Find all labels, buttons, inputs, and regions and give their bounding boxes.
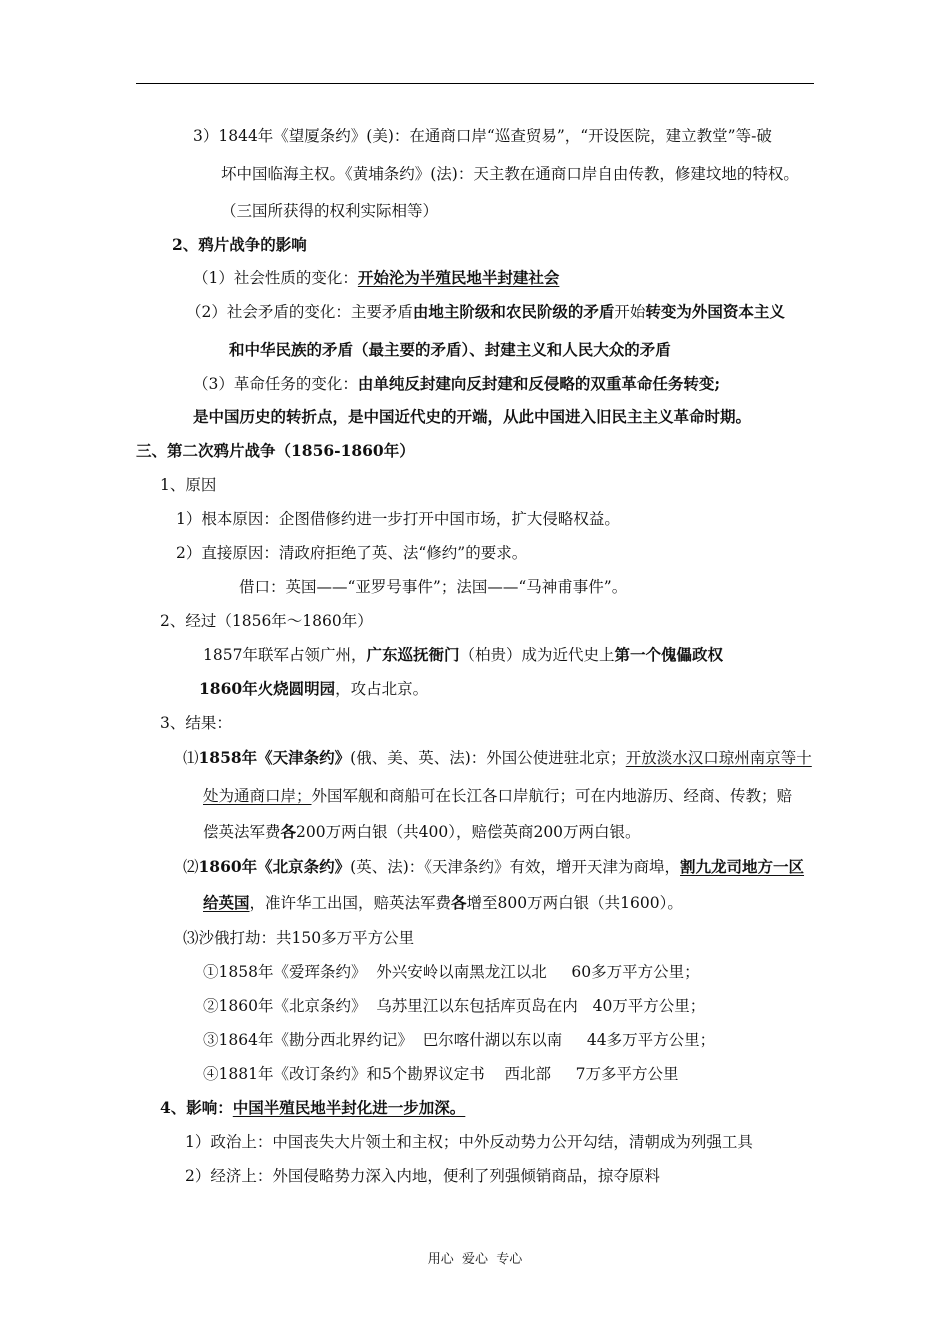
subheading-results: 3、结果： [160,714,232,732]
line-social-nature: （1）社会性质的变化：开始沦为半殖民地半封建社会 [193,268,560,287]
line-russia-seizure: ⑶沙俄打劫：共150多万平方公里 [183,929,415,947]
line-yuanmingyuan: 1860年火烧圆明园，攻占北京。 [199,679,429,698]
line-turning-point: 是中国历史的转折点，是中国近代史的开端，从此中国进入旧民主主义革命时期。 [193,407,752,426]
line-huangpu-treaty: 坏中国临海主权。《黄埔条约》(法)：天主教在通商口岸自由传教，修建坟地的特权。 [221,165,799,183]
line-economic-impact: 2）经济上：外国侵略势力深入内地，便利了列强倾销商品，掠夺原料 [185,1167,660,1185]
line-beijing-treaty-russia: ②1860年《北京条约》 乌苏里江以东包括库页岛在内 40万平方公里； [203,997,706,1015]
line-wangxia-treaty: 3）1844年《望厦条约》(美)：在通商口岸“巡查贸易”，“开设医院，建立教堂”等-破 [193,127,772,145]
subheading-impact: 4、影响：中国半殖民地半封化进一步加深。 [160,1098,466,1117]
line-contradiction-detail: 和中华民族的矛盾（最主要的矛盾）、封建主义和人民大众的矛盾 [229,340,671,359]
line-beijing-treaty: ⑵1860年《北京条约》(英、法)：《天津条约》有效，增开天津为商埠，割九龙司地方一区 [183,857,805,876]
subheading-course: 2、经过（1856年～1860年） [160,612,373,630]
line-political-impact: 1）政治上：中国丧失大片领土和主权；中外反动势力公开勾结，清朝成为列强工具 [185,1133,753,1151]
line-guangzhou-occupation: 1857年联军占领广州，广东巡抚衙门（柏贵）成为近代史上第一个傀儡政权 [203,645,723,664]
line-pretext: 借口：英国——“亚罗号事件”；法国——“马神甫事件”。 [239,578,628,596]
subheading-causes: 1、原因 [160,476,217,494]
line-tianjin-indemnity: 偿英法军费各200万两白银（共400），赔偿英商200万两白银。 [203,822,641,841]
line-tianjin-treaty: ⑴1858年《天津条约》(俄、美、英、法)：外国公使进驻北京；开放淡水汉口琼州南京等十 [183,748,812,767]
line-revolution-task: （3）革命任务的变化：由单纯反封建向反封建和反侵略的双重革命任务转变; [193,374,721,393]
line-social-contradiction: （2）社会矛盾的变化：主要矛盾由地主阶级和农民阶级的矛盾开始转变为外国资本主义 [186,302,785,321]
line-revised-treaty: ④1881年《改订条约》和5个勘界议定书 西北部 7万多平方公里 [203,1065,679,1083]
line-direct-cause: 2）直接原因：清政府拒绝了英、法“修约”的要求。 [176,544,528,562]
line-aihui-treaty: ①1858年《爱珲条约》 外兴安岭以南黑龙江以北 60多万平方公里； [203,963,700,981]
line-northwest-boundary: ③1864年《勘分西北界约记》 巴尔喀什湖以东以南 44多万平方公里； [203,1031,716,1049]
line-tianjin-ports: 处为通商口岸；外国军舰和商船可在长江各口岸航行；可在内地游历、经商、传教；赔 [203,787,793,805]
section-opium-war-impact: 2、鸦片战争的影响 [172,235,307,254]
line-root-cause: 1）根本原因：企图借修约进一步打开中国市场，扩大侵略权益。 [176,510,620,528]
line-equal-rights-note: （三国所获得的权利实际相等） [221,202,439,220]
page-footer: 用心 爱心 专心 [427,1252,523,1267]
header-rule [136,83,814,84]
heading-second-opium-war: 三、第二次鸦片战争（1856-1860年） [136,441,415,460]
line-beijing-terms: 给英国，准许华工出国，赔英法军费各增至800万两白银（共1600）。 [203,893,683,912]
